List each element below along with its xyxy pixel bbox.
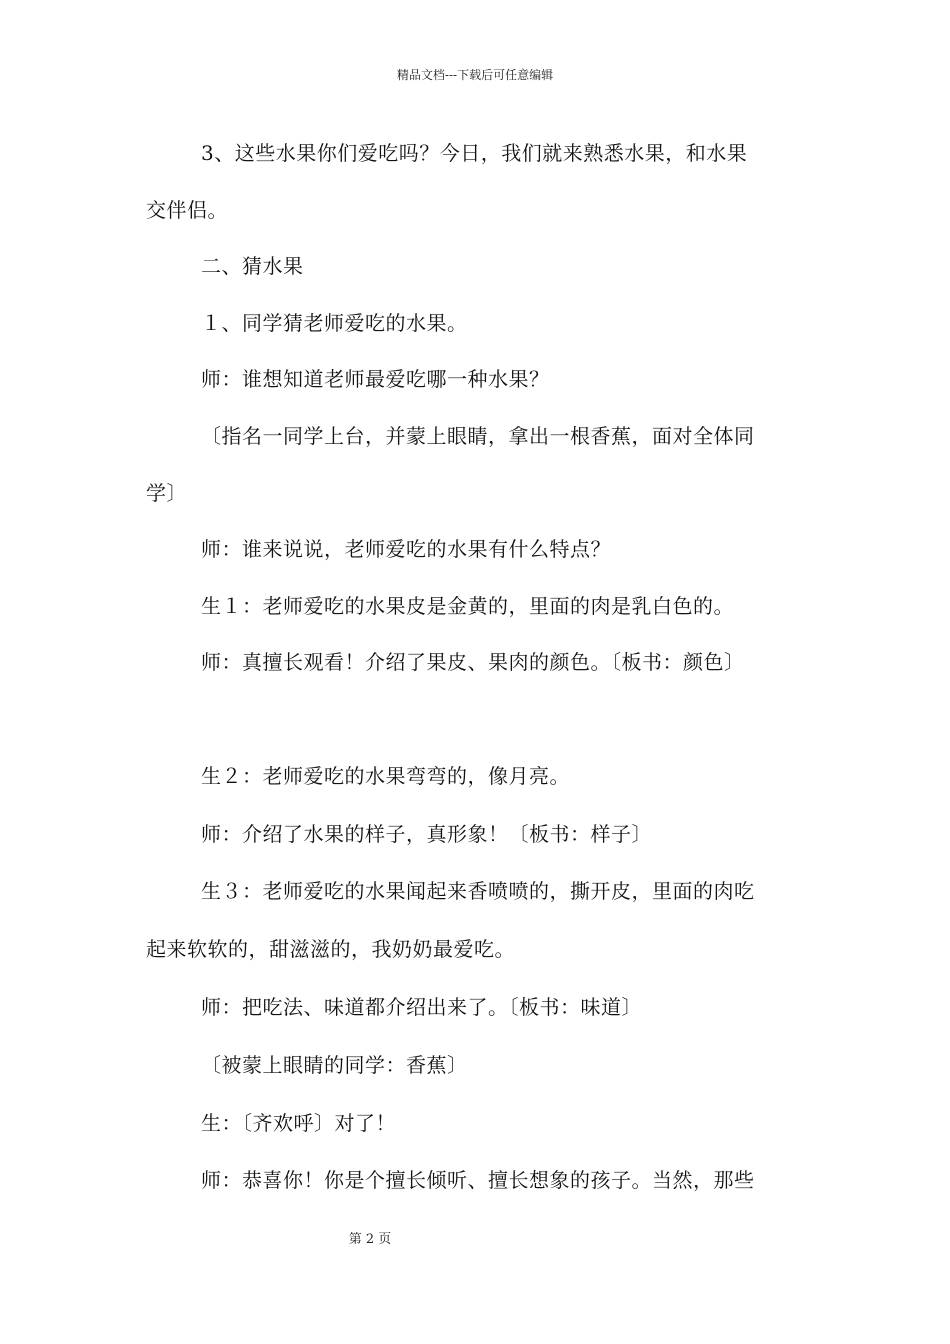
page-header: 精品文档---下载后可任意编辑: [396, 68, 554, 82]
paragraph-line: 师：恭喜你！你是个擅长倾听、擅长想象的孩子。当然，那些: [201, 1168, 755, 1192]
paragraph-line: 交伴侣。: [146, 198, 228, 222]
paragraph-line: 生２：老师爱吃的水果弯弯的，像月亮。: [201, 764, 570, 788]
paragraph-line: 师：谁来说说，老师爱吃的水果有什么特点？: [201, 537, 611, 561]
paragraph-line: 师：真擅长观看！介绍了果皮、果肉的颜色。〔板书：颜色〕: [201, 650, 745, 674]
paragraph-line: 师：把吃法、味道都介绍出来了。〔板书：味道〕: [201, 995, 642, 1019]
paragraph-line: 学〕: [146, 481, 187, 505]
paragraph-line: 师：谁想知道老师最爱吃哪一种水果？: [201, 367, 550, 391]
paragraph-line: 生１：老师爱吃的水果皮是金黄的，里面的肉是乳白色的。: [201, 594, 734, 618]
paragraph-line: 生３：老师爱吃的水果闻起来香喷喷的，撕开皮，里面的肉吃: [201, 879, 755, 903]
paragraph-line: 〔指名一同学上台，并蒙上眼睛，拿出一根香蕉，面对全体同: [201, 424, 755, 448]
paragraph-line: 〔被蒙上眼睛的同学：香蕉〕: [201, 1053, 468, 1077]
page-footer: 第 2 页: [348, 1232, 392, 1247]
paragraph-line: 生：〔齐欢呼〕对了！: [201, 1111, 396, 1135]
section-heading: 二、猜水果: [201, 254, 304, 278]
paragraph-line: １、同学猜老师爱吃的水果。: [201, 311, 468, 335]
paragraph-line: 3、这些水果你们爱吃吗？今日，我们就来熟悉水果，和水果: [201, 141, 748, 165]
paragraph-line: 起来软软的，甜滋滋的，我奶奶最爱吃。: [146, 937, 515, 961]
paragraph-line: 师：介绍了水果的样子，真形象！〔板书：样子〕: [201, 822, 652, 846]
